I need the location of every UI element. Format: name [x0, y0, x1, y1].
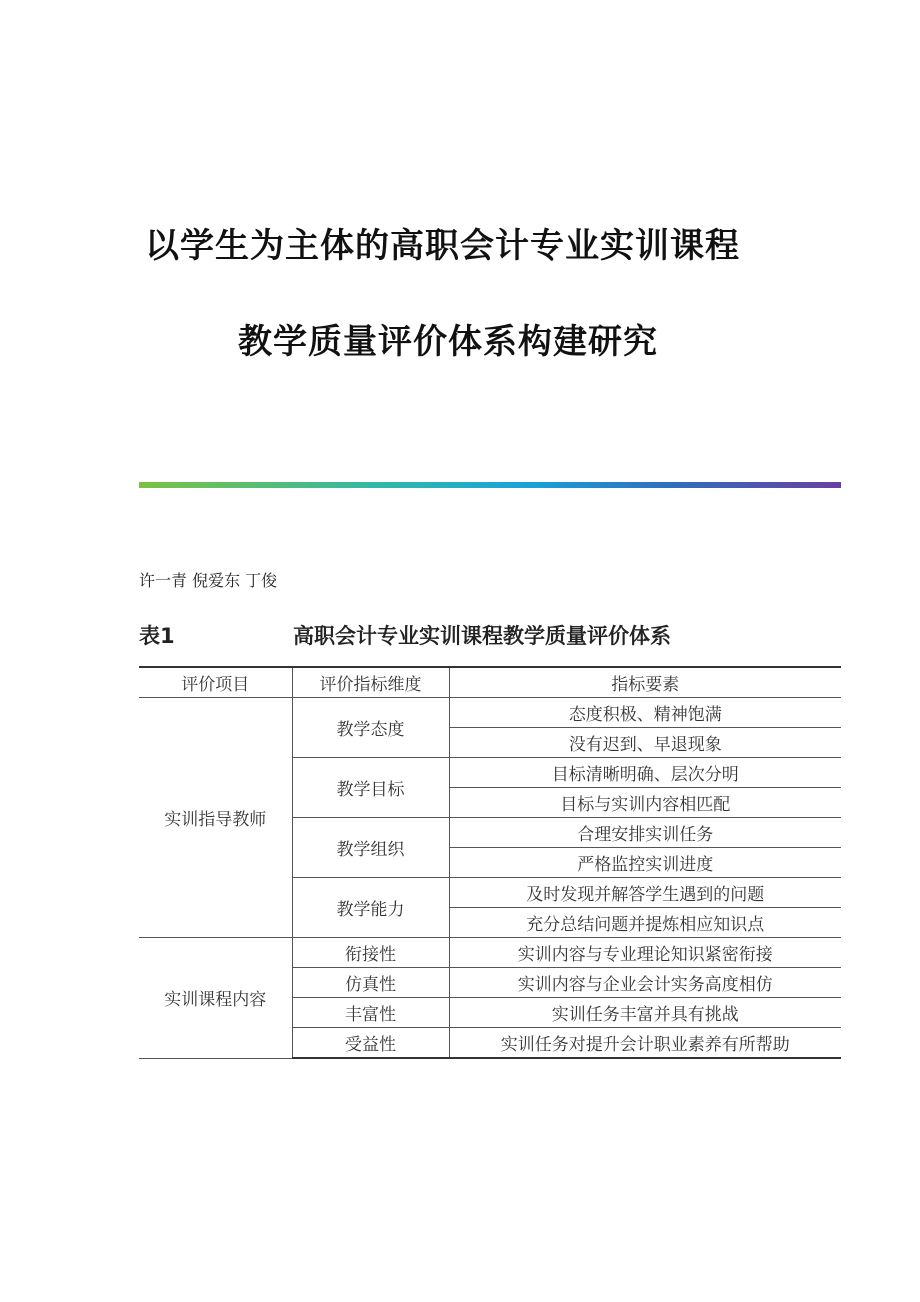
element-cell: 实训内容与专业理论知识紧密衔接 [449, 938, 841, 968]
header-evaluation-item: 评价项目 [139, 667, 292, 698]
table-caption [139, 620, 841, 650]
element-cell: 没有迟到、早退现象 [449, 728, 841, 758]
element-cell: 充分总结问题并提炼相应知识点 [449, 908, 841, 938]
dimension-cell: 教学能力 [292, 878, 449, 938]
element-cell: 严格监控实训进度 [449, 848, 841, 878]
element-cell: 目标清晰明确、层次分明 [449, 758, 841, 788]
document-title-line-2: 教学质量评价体系构建研究 [238, 322, 658, 362]
evaluation-item-cell: 实训指导教师 [139, 698, 292, 938]
element-cell: 及时发现并解答学生遇到的问题 [449, 878, 841, 908]
dimension-cell: 教学态度 [292, 698, 449, 758]
dimension-cell: 衔接性 [292, 938, 449, 968]
element-cell: 目标与实训内容相匹配 [449, 788, 841, 818]
table-row [139, 938, 841, 968]
author-list: 许一青 倪爱东 丁俊 [139, 571, 278, 590]
table-row [139, 698, 841, 728]
element-cell: 实训内容与企业会计实务高度相仿 [449, 968, 841, 998]
element-cell: 合理安排实训任务 [449, 818, 841, 848]
element-cell: 实训任务丰富并具有挑战 [449, 998, 841, 1028]
dimension-cell: 教学目标 [292, 758, 449, 818]
evaluation-table [139, 666, 841, 1059]
decorative-gradient-divider [139, 482, 841, 488]
element-cell: 态度积极、精神饱满 [449, 698, 841, 728]
dimension-cell: 仿真性 [292, 968, 449, 998]
dimension-cell: 教学组织 [292, 818, 449, 878]
evaluation-item-cell: 实训课程内容 [139, 938, 292, 1059]
header-indicator-element: 指标要素 [449, 667, 841, 698]
table-label: 表1 [139, 624, 175, 648]
dimension-cell: 丰富性 [292, 998, 449, 1028]
dimension-cell: 受益性 [292, 1028, 449, 1059]
document-title-line-1: 以学生为主体的高职会计专业实训课程 [145, 226, 740, 266]
element-cell: 实训任务对提升会计职业素养有所帮助 [449, 1028, 841, 1059]
table-title: 高职会计专业实训课程教学质量评价体系 [293, 624, 671, 648]
header-indicator-dimension: 评价指标维度 [292, 667, 449, 698]
table-header-row [139, 667, 841, 698]
